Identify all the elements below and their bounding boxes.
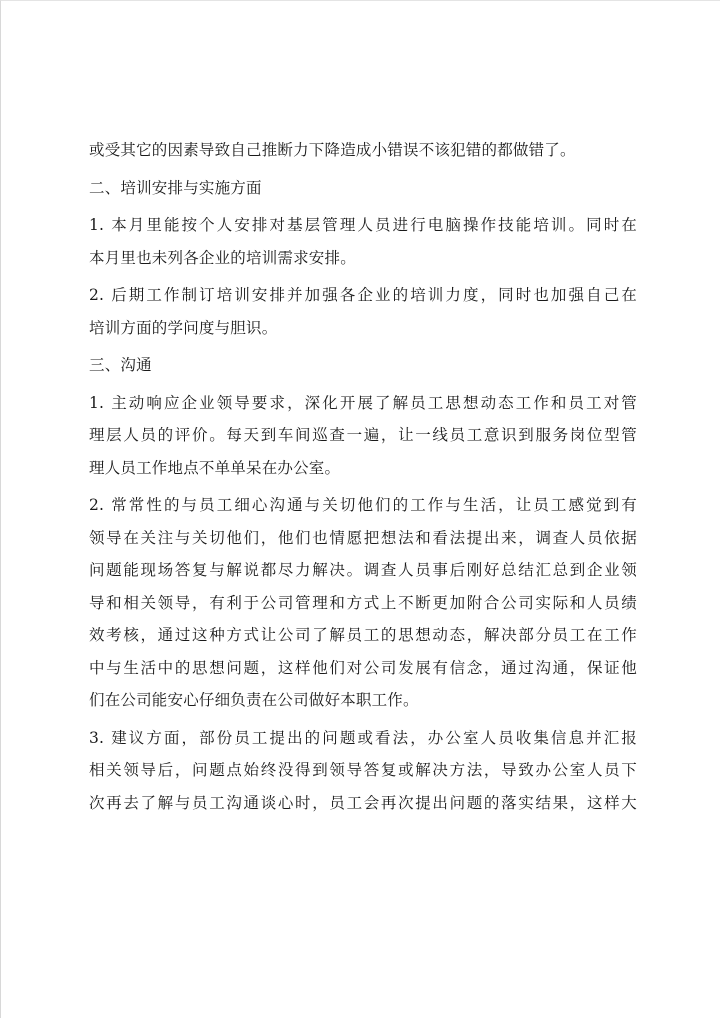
paragraph-communication-1 [89, 387, 637, 485]
text-line: 领导在关注与关切他们，他们也情愿把想法和看法提出来，调查人员依据 [89, 528, 637, 547]
text-line: 1. 主动响应企业领导要求，深化开展了解员工思想动态工作和员工对管 [89, 393, 637, 412]
text-line: 导和相关领导，有利于公司管理和方式上不断更加附合公司实际和人员绩 [89, 593, 637, 612]
text-line: 中与生活中的思想问题，这样他们对公司发展有信念，通过沟通，保证他 [89, 658, 637, 677]
paragraph-communication-3 [89, 722, 637, 820]
text-line: 效考核，通过这种方式让公司了解员工的思想动态，解决部分员工在工作 [89, 626, 637, 644]
text-line: 培训方面的学问度与胆识。 [89, 318, 278, 337]
paragraph-training-2 [89, 279, 637, 344]
section-heading-communication [89, 349, 637, 382]
text-line: 理层人员的评价。每天到车间巡查一遍，让一线员工意识到服务岗位型管 [89, 426, 637, 444]
text-line: 3. 建议方面，部份员工提出的问题或看法，办公室人员收集信息并汇报 [89, 728, 637, 747]
paragraph-training-1 [89, 209, 637, 274]
paragraph-continuation [89, 134, 637, 167]
text-line: 理人员工作地点不单单呆在办公室。 [89, 458, 341, 477]
document-body [89, 134, 637, 824]
paragraph-communication-2 [89, 489, 637, 717]
text-line: 或受其它的因素导致自己推断力下降造成小错误不该犯错的都做错了。 [89, 141, 576, 159]
heading-text: 二、培训安排与实施方面 [89, 178, 262, 197]
text-line: 2. 常常性的与员工细心沟通与关切他们的工作与生活，让员工感觉到有 [89, 496, 637, 514]
text-line: 次再去了解与员工沟通谈心时，员工会再次提出问题的落实结果，这样大 [89, 793, 637, 812]
text-line: 本月里也未列各企业的培训需求安排。 [89, 248, 356, 267]
section-heading-training [89, 172, 637, 205]
text-line: 1. 本月里能按个人安排对基层管理人员进行电脑操作技能培训。同时在 [89, 216, 637, 234]
text-line: 2. 后期工作制订培训安排并加强各企业的培训力度，同时也加强自己在 [89, 286, 637, 304]
heading-text: 三、沟通 [89, 356, 152, 374]
text-line: 们在公司能安心仔细负责在公司做好本职工作。 [89, 691, 419, 709]
text-line: 相关领导后，问题点始终没得到领导答复或解决方法，导致办公室人员下 [89, 761, 637, 779]
text-line: 问题能现场答复与解说都尽力解决。调查人员事后刚好总结汇总到企业领 [89, 561, 637, 579]
